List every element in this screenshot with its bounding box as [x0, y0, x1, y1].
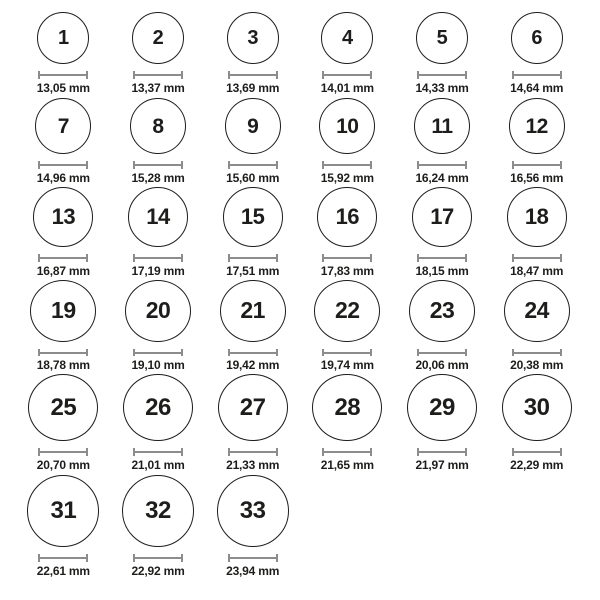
diameter-dimension-line: [133, 349, 183, 356]
diameter-label: 19,74 mm: [320, 358, 374, 372]
ring-circle: [412, 187, 472, 247]
ring-size-number: 13: [51, 204, 76, 229]
ring-size-number: 30: [523, 393, 550, 421]
diameter-dimension-line: [417, 254, 467, 262]
ring-size-cell: [111, 4, 206, 97]
ring-size-cell: [16, 4, 111, 97]
ring-circle: [218, 374, 288, 441]
ring-circle: [223, 187, 283, 247]
ring-circle: [511, 12, 563, 64]
ring-size-cell: [489, 374, 584, 474]
ring-size-number: 16: [335, 204, 360, 229]
diameter-dimension-line: [133, 554, 183, 562]
diameter-dimension-line: [228, 161, 278, 169]
ring-size-cell: [395, 280, 490, 374]
ring-size-cell: [205, 187, 300, 280]
diameter-label: 20,70 mm: [36, 458, 90, 472]
diameter-dimension-line: [322, 161, 372, 169]
diameter-dimension-line: [417, 349, 467, 356]
diameter-label: 20,06 mm: [415, 358, 469, 372]
ring-size-number: 29: [429, 393, 455, 421]
ring-size-cell: [489, 187, 584, 280]
ring-size-number: 20: [145, 297, 171, 324]
ring-size-number: 6: [531, 27, 542, 49]
ring-size-cell: [16, 97, 111, 187]
diameter-label: 17,19 mm: [131, 264, 185, 278]
ring-circle: [130, 98, 186, 154]
ring-circle: [509, 98, 565, 154]
ring-circle: [312, 374, 382, 441]
diameter-dimension-line: [512, 71, 562, 79]
ring-circle: [317, 187, 377, 247]
ring-size-number: 7: [57, 114, 69, 138]
ring-circle: [28, 374, 98, 441]
diameter-label: 22,92 mm: [131, 564, 185, 578]
ring-size-number: 24: [524, 297, 549, 324]
ring-size-number: 9: [247, 114, 259, 138]
diameter-label: 23,94 mm: [226, 564, 280, 578]
diameter-dimension-line: [133, 448, 183, 456]
ring-circle: [35, 98, 91, 154]
diameter-dimension-line: [133, 71, 183, 79]
ring-size-cell: [111, 187, 206, 280]
diameter-dimension-line: [322, 448, 372, 456]
diameter-dimension-line: [133, 161, 183, 169]
ring-size-number: 12: [525, 114, 548, 138]
diameter-dimension-line: [512, 161, 562, 169]
ring-size-number: 18: [524, 204, 549, 229]
ring-circle: [227, 12, 279, 64]
ring-circle: [33, 187, 93, 247]
ring-size-number: 10: [336, 114, 359, 138]
ring-size-number: 17: [430, 204, 454, 229]
diameter-dimension-line: [38, 349, 88, 356]
diameter-dimension-line: [322, 71, 372, 79]
ring-circle: [123, 374, 193, 441]
ring-size-cell: [111, 374, 206, 474]
ring-size-number: 32: [145, 497, 171, 524]
ring-size-number: 11: [431, 114, 453, 138]
ring-circle: [504, 280, 570, 342]
diameter-label: 22,61 mm: [36, 564, 90, 578]
diameter-dimension-line: [38, 71, 88, 79]
ring-size-cell: [489, 4, 584, 97]
ring-circle: [30, 280, 96, 342]
diameter-label: 15,28 mm: [131, 171, 185, 185]
ring-size-cell: [489, 97, 584, 187]
ring-size-number: 31: [50, 497, 77, 524]
diameter-label: 18,78 mm: [36, 358, 90, 372]
ring-size-cell: [395, 4, 490, 97]
ring-size-cell: [205, 280, 300, 374]
ring-size-cell: [16, 474, 111, 580]
diameter-label: 13,05 mm: [36, 81, 90, 95]
ring-size-cell: [489, 280, 584, 374]
ring-circle: [125, 280, 191, 342]
ring-circle: [321, 12, 373, 64]
ring-circle: [416, 12, 468, 64]
diameter-label: 17,51 mm: [226, 264, 280, 278]
diameter-label: 14,96 mm: [36, 171, 90, 185]
diameter-label: 14,64 mm: [510, 81, 564, 95]
diameter-dimension-line: [38, 161, 88, 169]
diameter-label: 19,42 mm: [226, 358, 280, 372]
ring-size-cell: [300, 4, 395, 97]
ring-size-cell: [395, 374, 490, 474]
ring-size-cell: [111, 280, 206, 374]
ring-size-cell: [395, 97, 490, 187]
ring-size-number: 2: [152, 27, 164, 49]
diameter-label: 22,29 mm: [510, 458, 564, 472]
diameter-label: 18,15 mm: [415, 264, 469, 278]
diameter-label: 20,38 mm: [510, 358, 564, 372]
ring-circle: [128, 187, 188, 247]
ring-size-cell: [16, 187, 111, 280]
ring-size-number: 15: [240, 204, 265, 229]
ring-size-number: 4: [342, 27, 353, 49]
diameter-dimension-line: [512, 254, 562, 262]
diameter-dimension-line: [228, 554, 278, 562]
diameter-label: 13,37 mm: [131, 81, 185, 95]
diameter-dimension-line: [228, 254, 278, 262]
ring-circle: [217, 475, 289, 547]
ring-size-cell: [16, 280, 111, 374]
diameter-label: 18,47 mm: [510, 264, 564, 278]
diameter-label: 16,87 mm: [36, 264, 90, 278]
ring-size-number: 22: [335, 297, 360, 324]
ring-circle: [122, 475, 194, 547]
diameter-dimension-line: [228, 448, 278, 456]
ring-size-cell: [111, 97, 206, 187]
ring-size-cell: [111, 474, 206, 580]
ring-size-number: 27: [239, 393, 266, 421]
ring-size-number: 5: [436, 27, 448, 49]
ring-size-number: 3: [247, 27, 258, 49]
ring-size-number: 8: [152, 114, 164, 138]
diameter-label: 15,60 mm: [226, 171, 280, 185]
diameter-dimension-line: [38, 254, 88, 262]
ring-size-number: 23: [429, 297, 455, 324]
ring-size-cell: [395, 187, 490, 280]
ring-size-number: 21: [240, 297, 265, 324]
ring-size-cell: [205, 374, 300, 474]
ring-size-cell: [300, 280, 395, 374]
diameter-dimension-line: [38, 448, 88, 456]
ring-size-number: 19: [51, 297, 76, 324]
diameter-label: 17,83 mm: [320, 264, 374, 278]
diameter-label: 19,10 mm: [131, 358, 185, 372]
ring-circle: [225, 98, 281, 154]
diameter-label: 21,97 mm: [415, 458, 469, 472]
diameter-label: 16,24 mm: [415, 171, 469, 185]
ring-circle: [27, 475, 99, 547]
diameter-label: 21,01 mm: [131, 458, 185, 472]
ring-size-number: 14: [146, 204, 170, 229]
diameter-dimension-line: [417, 448, 467, 456]
ring-circle: [407, 374, 477, 441]
ring-circle: [409, 280, 475, 342]
diameter-dimension-line: [512, 448, 562, 456]
ring-size-cell: [300, 97, 395, 187]
ring-circle: [319, 98, 375, 154]
ring-circle: [37, 12, 89, 64]
diameter-dimension-line: [417, 161, 467, 169]
diameter-dimension-line: [512, 349, 562, 356]
ring-size-number: 25: [50, 393, 77, 421]
diameter-label: 14,01 mm: [320, 81, 374, 95]
diameter-dimension-line: [322, 349, 372, 356]
diameter-dimension-line: [228, 71, 278, 79]
ring-size-cell: [16, 374, 111, 474]
diameter-label: 21,65 mm: [320, 458, 374, 472]
ring-circle: [132, 12, 184, 64]
diameter-label: 16,56 mm: [510, 171, 564, 185]
ring-size-cell: [205, 474, 300, 580]
diameter-dimension-line: [417, 71, 467, 79]
diameter-dimension-line: [38, 554, 88, 562]
diameter-label: 14,33 mm: [415, 81, 469, 95]
diameter-dimension-line: [133, 254, 183, 262]
ring-circle: [502, 374, 572, 441]
ring-size-number: 28: [334, 393, 361, 421]
ring-size-cell: [205, 4, 300, 97]
ring-circle: [414, 98, 470, 154]
ring-size-number: 1: [58, 27, 69, 49]
ring-circle: [507, 187, 567, 247]
ring-size-cell: [300, 187, 395, 280]
diameter-dimension-line: [322, 254, 372, 262]
diameter-dimension-line: [228, 349, 278, 356]
diameter-label: 15,92 mm: [320, 171, 374, 185]
ring-size-cell: [300, 374, 395, 474]
diameter-label: 13,69 mm: [226, 81, 280, 95]
ring-circle: [220, 280, 286, 342]
ring-size-number: 33: [239, 497, 266, 524]
diameter-label: 21,33 mm: [226, 458, 280, 472]
ring-size-cell: [205, 97, 300, 187]
ring-circle: [314, 280, 380, 342]
ring-size-number: 26: [145, 393, 171, 421]
